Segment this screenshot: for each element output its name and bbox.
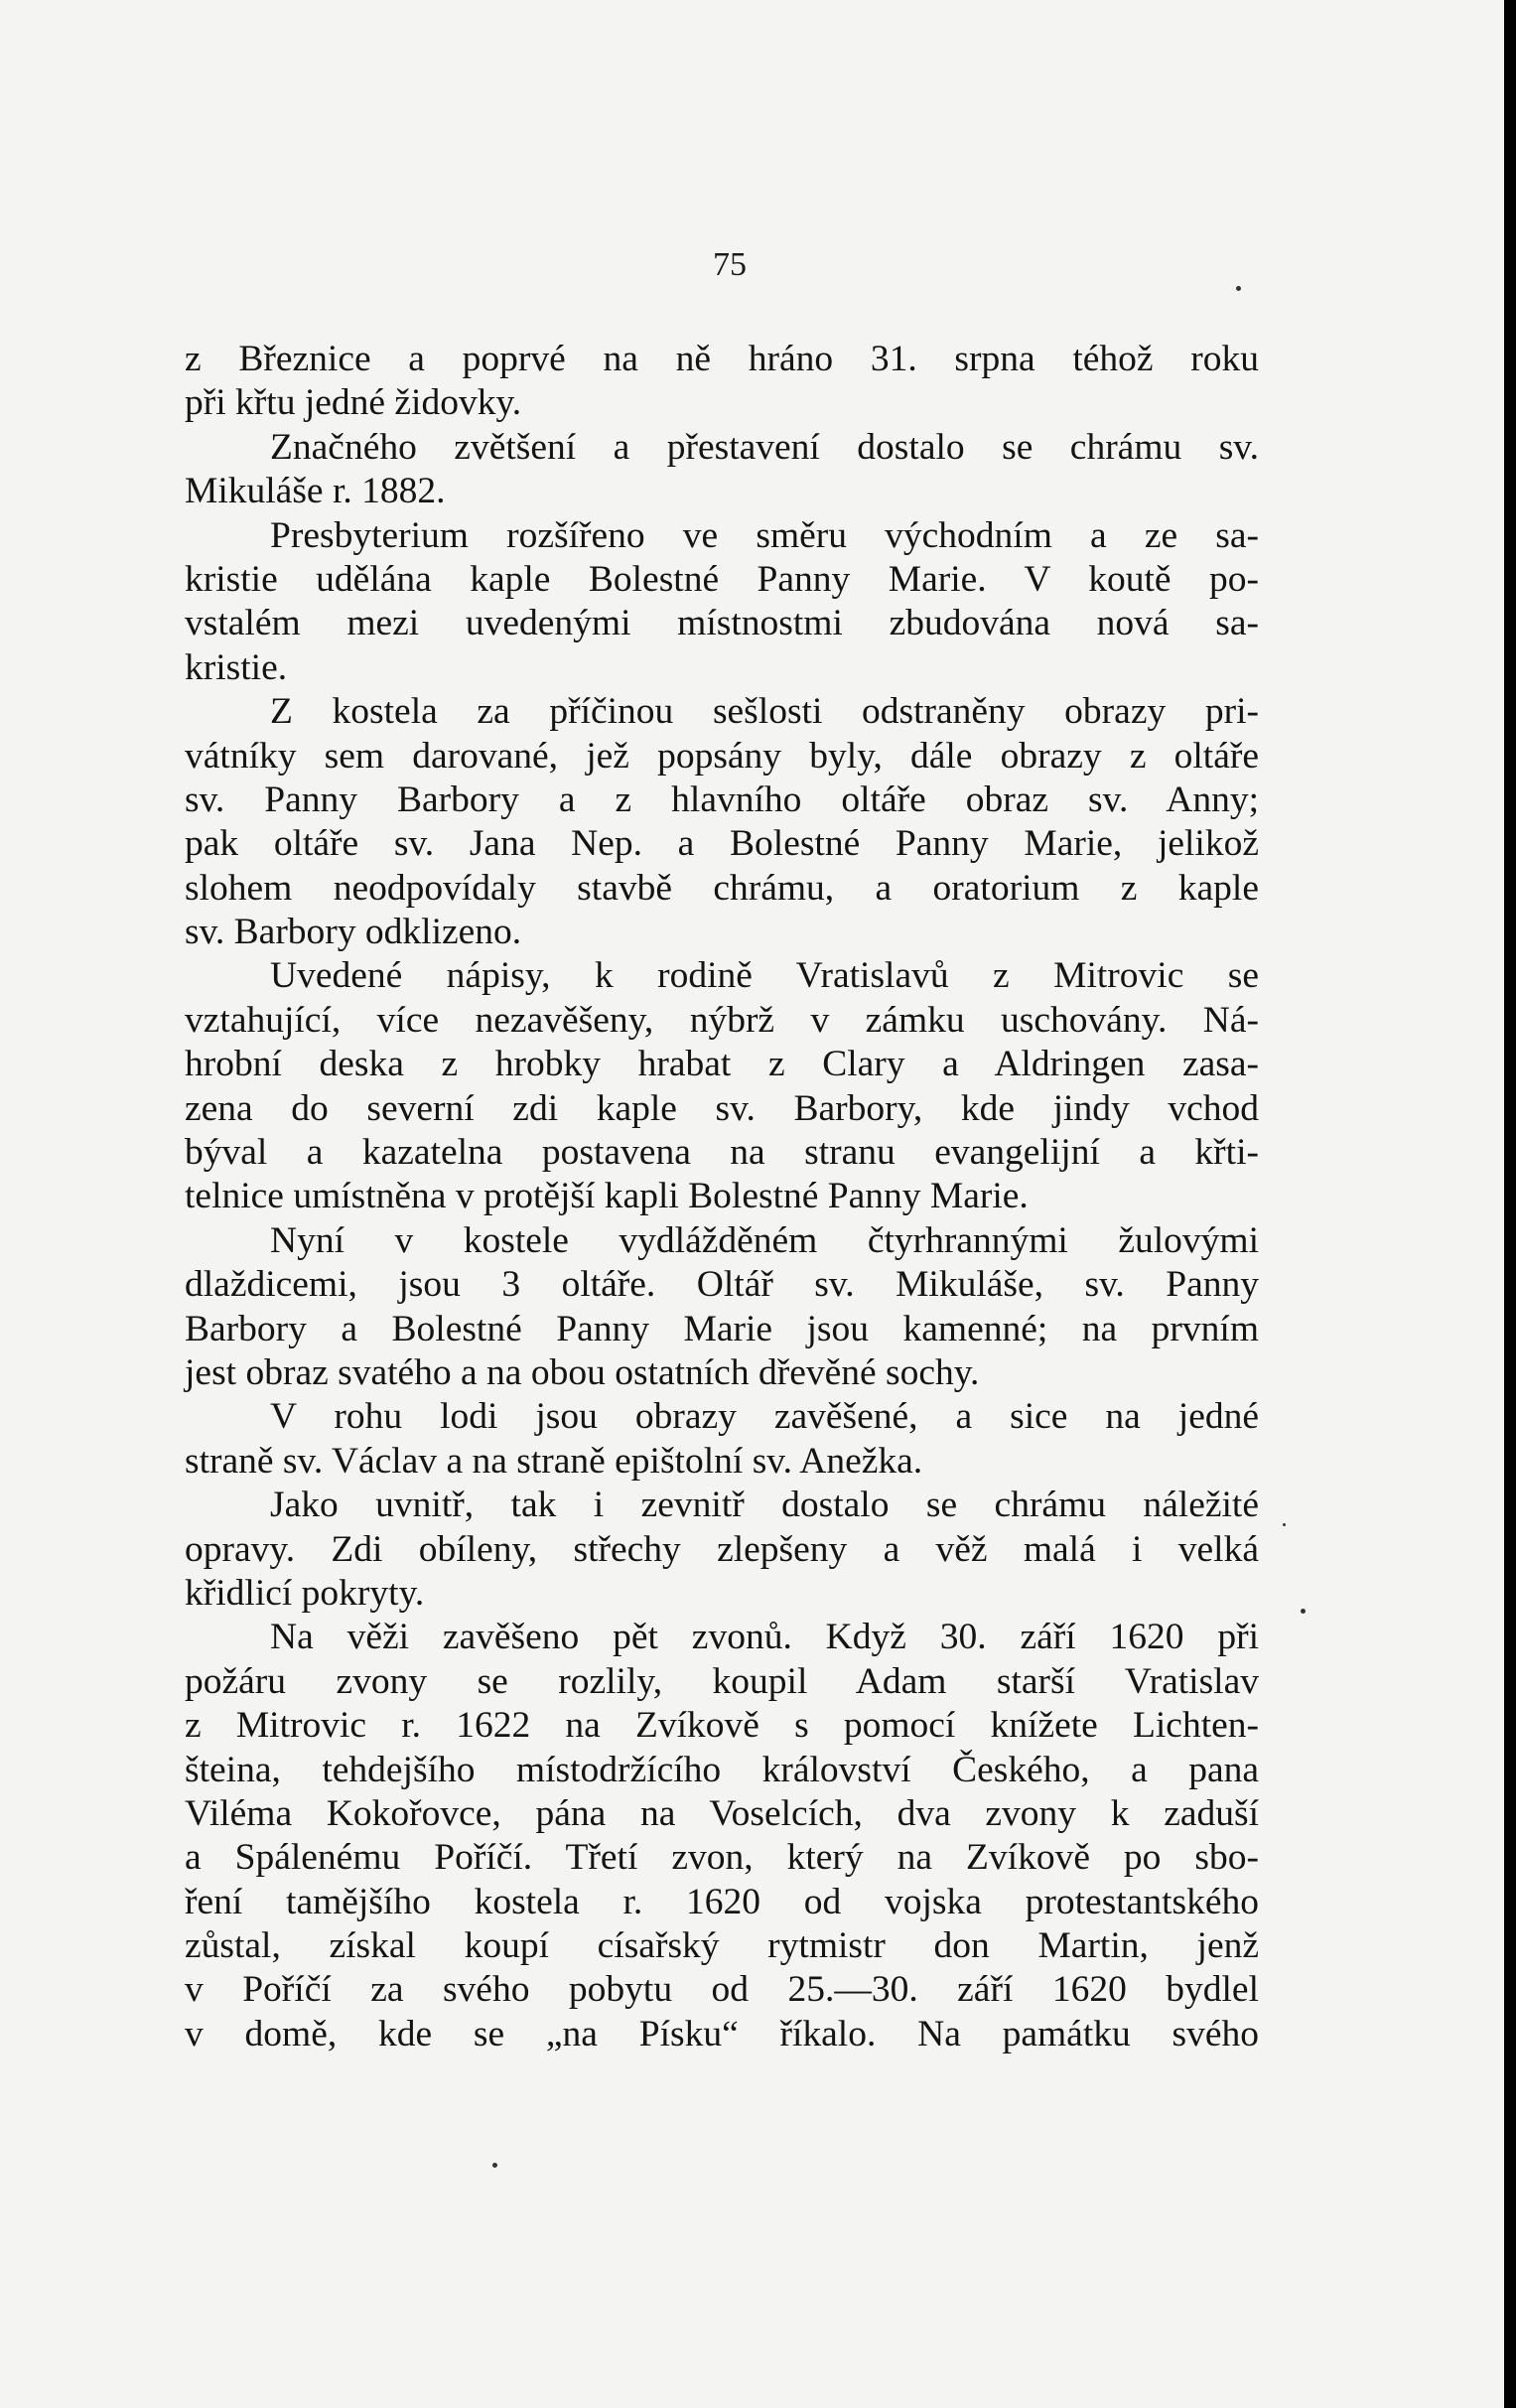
- text-line: zena do severní zdi kaple sv. Barbory, kde jindy vchod: [185, 1087, 1259, 1129]
- text-line: opravy. Zdi obíleny, střechy zlepšeny a věž malá i velká: [185, 1528, 1259, 1570]
- text-line: Uvedené nápisy, k rodině Vratislavů z Mitrovic se: [270, 955, 1259, 997]
- text-line: křidlicí pokryty.: [185, 1572, 425, 1614]
- text-line: Na věži zavěšeno pět zvonů. Když 30. září 1620 při: [270, 1617, 1259, 1658]
- text-line: slohem neodpovídaly stavbě chrámu, a oratorium z kaple: [185, 867, 1259, 909]
- print-speck: [492, 2163, 497, 2168]
- text-line: vstalém mezi uvedenými místnostmi zbudována nová sa-: [185, 603, 1259, 644]
- text-line: vztahující, více nezavěšeny, nýbrž v zámku uschovány. Ná-: [185, 999, 1259, 1041]
- text-line: pak oltáře sv. Jana Nep. a Bolestné Panny Marie, jelikož: [185, 823, 1259, 865]
- text-line: v domě, kde se „na Písku“ říkalo. Na památku svého: [185, 2013, 1259, 2054]
- text-line: Nyní v kostele vydlážděném čtyrhrannými žulovými: [270, 1219, 1259, 1261]
- text-line: Viléma Kokořovce, pána na Voselcích, dva zvony k zaduší: [185, 1792, 1259, 1834]
- text-line: býval a kazatelna postavena na stranu evangelijní a křti-: [185, 1132, 1259, 1174]
- text-line: požáru zvony se rozlily, koupil Adam starší Vratislav: [185, 1660, 1259, 1702]
- text-line: V rohu lodi jsou obrazy zavěšené, a sice na jedné: [270, 1396, 1259, 1438]
- text-line: Presbyterium rozšířeno ve směru východním a ze sa-: [270, 514, 1259, 556]
- text-line: v Poříčí za svého pobytu od 25.—30. září 1620 bydlel: [185, 1969, 1259, 2011]
- text-line: a Spálenému Poříčí. Třetí zvon, který na Zvíkově po sbo-: [185, 1837, 1259, 1879]
- print-speck: [1236, 286, 1241, 291]
- text-line: z Březnice a poprvé na ně hráno 31. srpna téhož roku: [185, 339, 1259, 379]
- text-line: z Mitrovic r. 1622 na Zvíkově s pomocí knížete Lichten-: [185, 1705, 1259, 1747]
- text-line: Jako uvnitř, tak i zevnitř dostalo se chrámu náležité: [270, 1485, 1259, 1526]
- text-line: sv. Barbory odklizeno.: [185, 912, 522, 953]
- body-text: [185, 338, 1259, 2056]
- text-line: telnice umístněna v protější kapli Bolestné Panny Marie.: [185, 1176, 1029, 1217]
- text-line: dlaždicemi, jsou 3 oltáře. Oltář sv. Mikuláše, sv. Panny: [185, 1264, 1259, 1306]
- text-line: Barbory a Bolestné Panny Marie jsou kamenné; na prvním: [185, 1308, 1259, 1349]
- text-line: vátníky sem darované, jež popsány byly, dále obrazy z oltáře: [185, 735, 1259, 777]
- text-line: zůstal, získal koupí císařský rytmistr don Martin, jenž: [185, 1925, 1259, 1967]
- text-line: Z kostela za příčinou sešlosti odstraněny obrazy pri-: [270, 691, 1259, 733]
- text-line: straně sv. Václav a na straně epištolní sv. Anežka.: [185, 1440, 923, 1482]
- print-speck: [1283, 1523, 1286, 1526]
- text-line: šteina, tehdejšího místodržícího království Českého, a pana: [185, 1749, 1259, 1790]
- text-line: Mikuláše r. 1882.: [185, 471, 446, 512]
- text-line: při křtu jedné židovky.: [185, 382, 522, 424]
- text-line: hrobní deska z hrobky hrabat z Clary a Aldringen zasa-: [185, 1044, 1259, 1085]
- text-line: kristie udělána kaple Bolestné Panny Marie. V koutě po-: [185, 558, 1259, 600]
- text-line: ření tamějšího kostela r. 1620 od vojska protestantského: [185, 1881, 1259, 1922]
- page-number: 75: [713, 246, 747, 283]
- text-line: sv. Panny Barbory a z hlavního oltáře obraz sv. Anny;: [185, 779, 1259, 820]
- print-speck: [1301, 1609, 1306, 1614]
- text-line: jest obraz svatého a na obou ostatních dřevěné sochy.: [185, 1351, 980, 1393]
- text-line: Značného zvětšení a přestavení dostalo se chrámu sv.: [270, 426, 1259, 468]
- scan-edge: [1504, 0, 1516, 2408]
- text-line: kristie.: [185, 646, 288, 688]
